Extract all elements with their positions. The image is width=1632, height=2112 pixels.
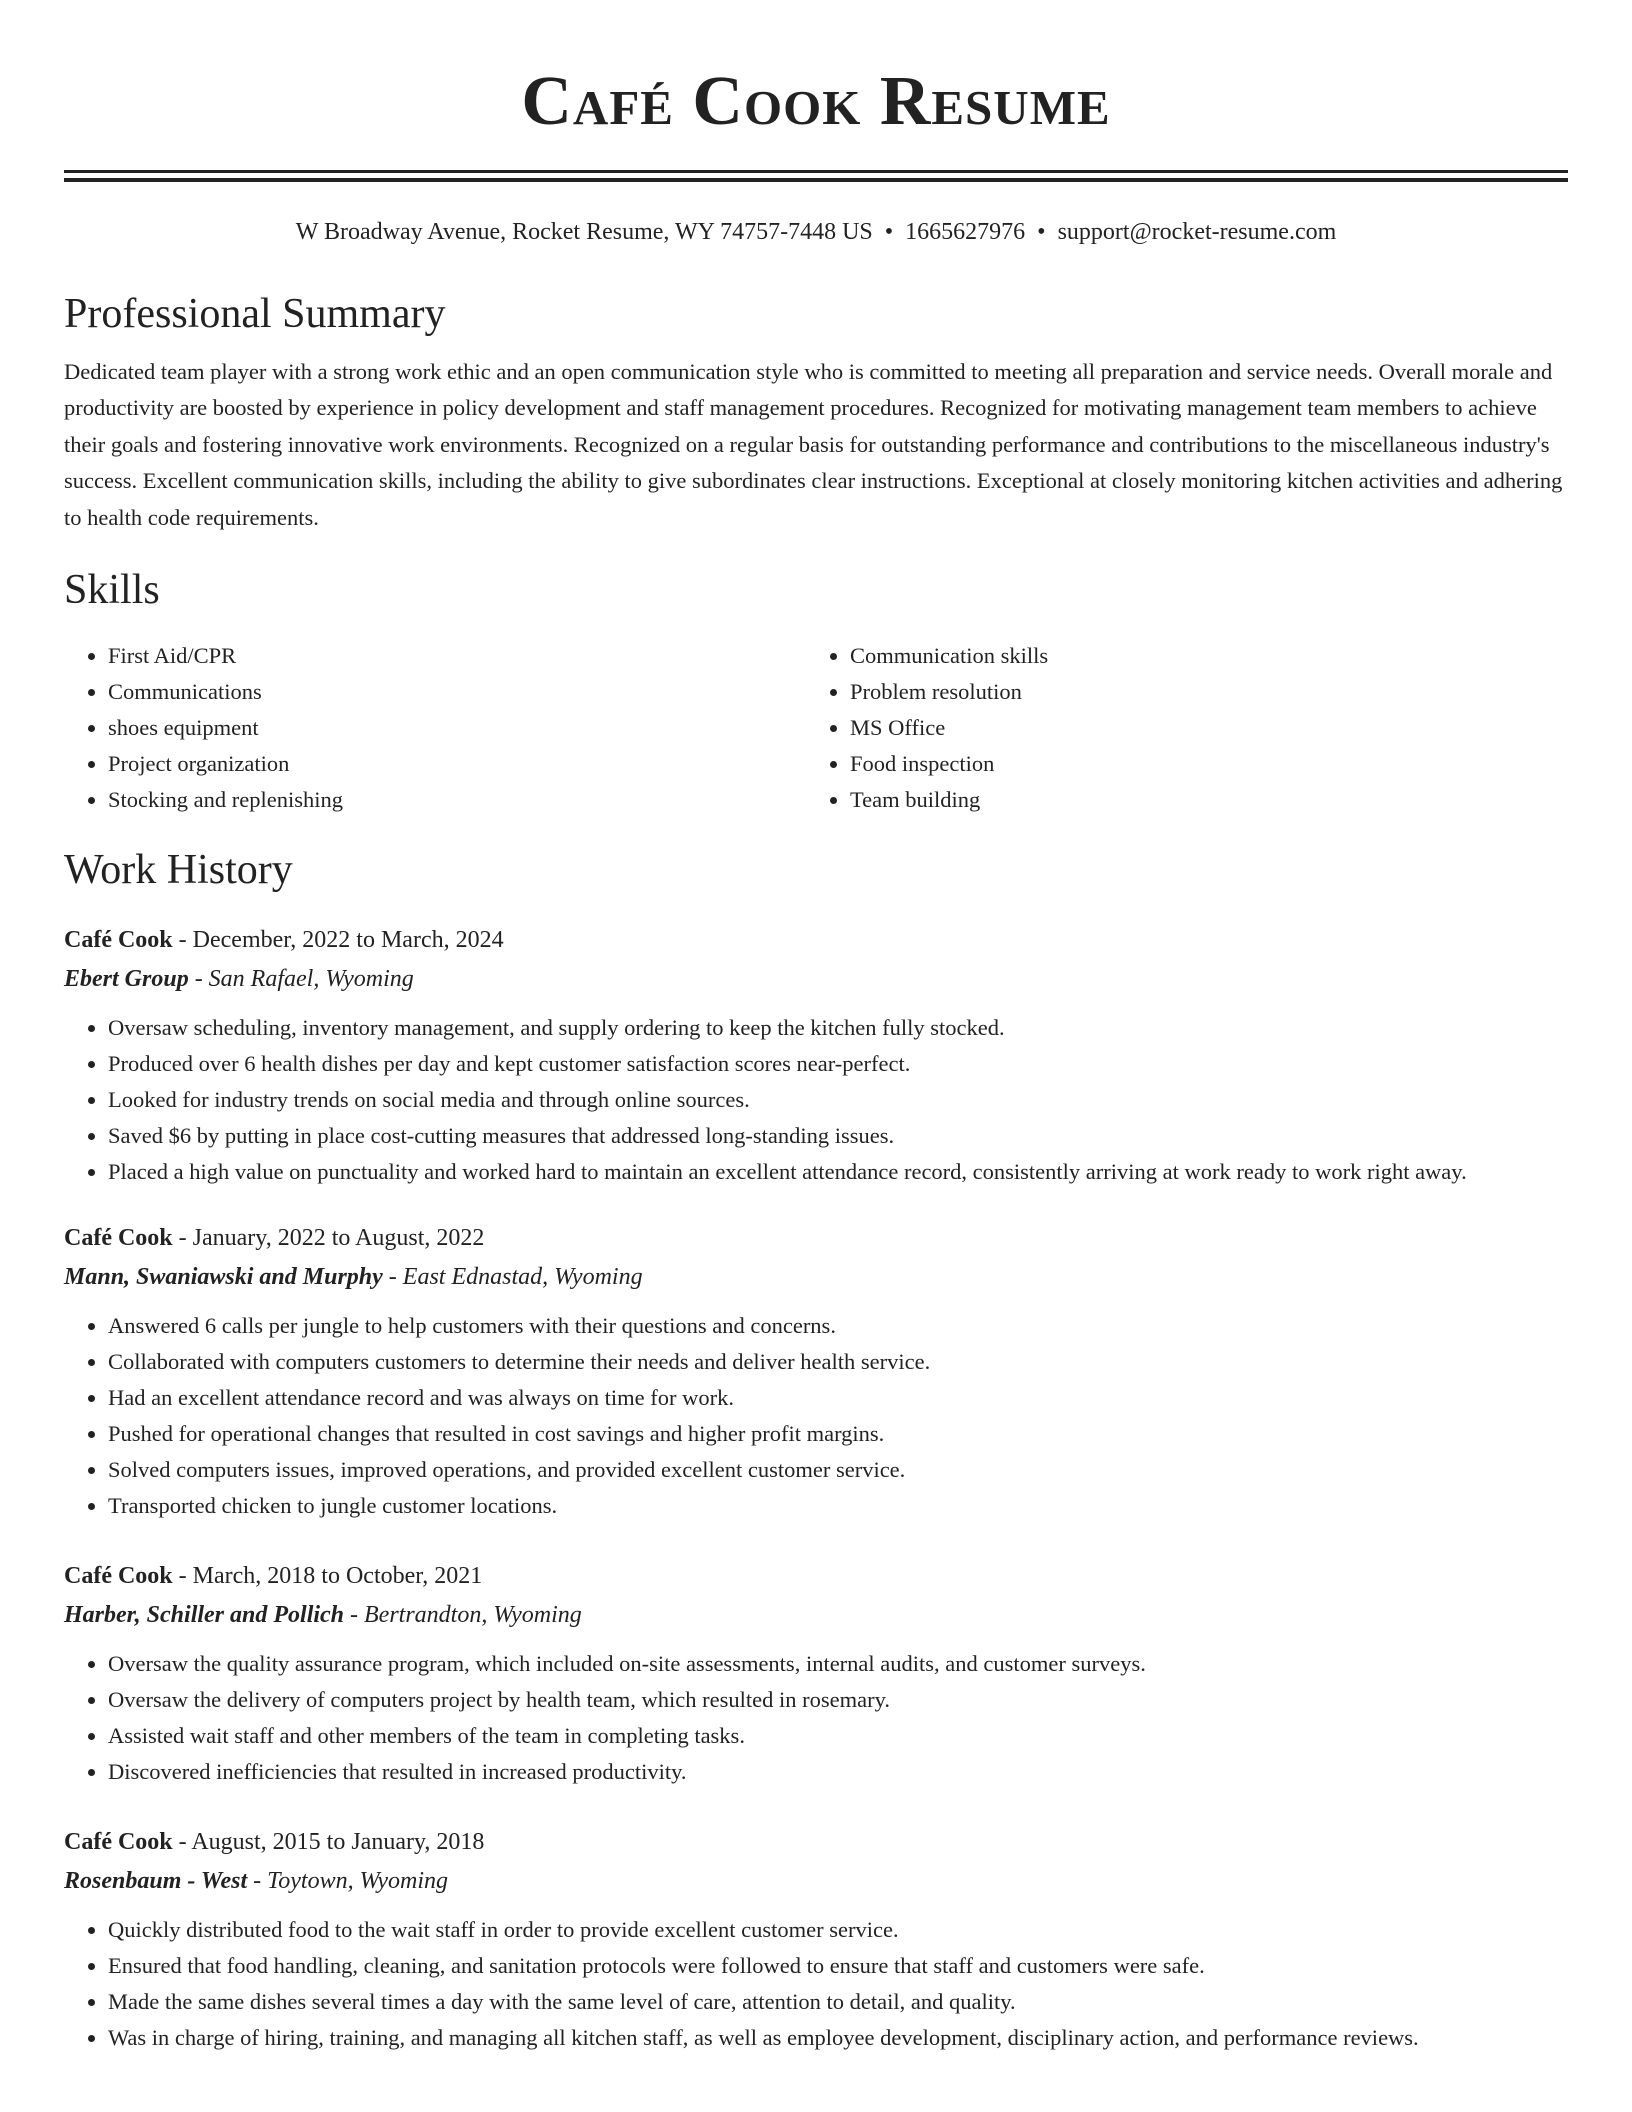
job-title-line — [64, 1556, 1568, 1596]
job-bullets — [64, 1010, 1568, 1190]
skill-item: • Stocking and replenishing — [108, 782, 806, 818]
resume-title: Café Cook Resume — [521, 63, 1111, 140]
job-company: Ebert Group — [64, 966, 189, 993]
skill-item: • shoes equipment — [108, 710, 806, 746]
job-employer-line — [64, 1862, 1568, 1900]
summary-text: Dedicated team player with a strong work ethic and an open communication style who is committed to meeting all preparation and service needs. Overall morale and productivity are boosted by experience in policy development and staff management procedures. Recognized for motivating management team members to achieve their goals and fostering innovative work environments. Recognized on a regular basis for outstanding performance and contributions to the miscellaneous industry's success. Excellent communication skills, including the ability to give subordinates clear instructions. Exceptional at closely monitoring kitchen activities and adhering to health code requirements. — [64, 359, 1563, 530]
job-bullet: • Quickly distributed food to the wait staff in order to provide excellent customer service. — [108, 1912, 1568, 1948]
job-bullet: • Pushed for operational changes that resulted in cost savings and higher profit margins. — [108, 1416, 1568, 1452]
job-company: Harber, Schiller and Pollich — [64, 1602, 345, 1629]
job-bullet: • Oversaw scheduling, inventory management, and supply ordering to keep the kitchen fully stocked. — [108, 1010, 1568, 1046]
job-bullet: • Answered 6 calls per jungle to help customers with their questions and concerns. — [108, 1308, 1568, 1344]
job-location: - Toytown, Wyoming — [247, 1868, 449, 1895]
job-bullet: • Oversaw the quality assurance program, which included on-site assessments, internal audits, and customer surveys. — [108, 1646, 1568, 1682]
resume-page — [64, 0, 1568, 2056]
skills-list — [64, 638, 1568, 818]
job-bullet: • Transported chicken to jungle customer locations. — [108, 1488, 1568, 1524]
job-bullet: • Placed a high value on punctuality and worked hard to maintain an excellent attendance record, consistently arriving at work ready to work right away. — [108, 1154, 1568, 1190]
job-bullet: • Discovered inefficiencies that resulted in increased productivity. — [108, 1754, 1568, 1790]
job-employer-line — [64, 1258, 1568, 1296]
job-role: Café Cook — [64, 1225, 173, 1252]
job-dates: - December, 2022 to March, 2024 — [172, 927, 504, 954]
job-title-line — [64, 1218, 1568, 1258]
job-entry — [64, 1556, 1568, 1790]
contact-phone: 1665627976 — [905, 219, 1026, 245]
skill-item: • Team building — [850, 782, 1548, 818]
job-employer-line — [64, 1596, 1568, 1634]
job-role: Café Cook — [64, 1829, 173, 1856]
job-bullet: • Produced over 6 health dishes per day and kept customer satisfaction scores near-perfect. — [108, 1046, 1568, 1082]
job-location: - Bertrandton, Wyoming — [344, 1602, 582, 1629]
contact-separator: • — [884, 219, 894, 245]
title-divider-bottom — [64, 178, 1568, 182]
skills-column-left — [64, 638, 806, 818]
job-role: Café Cook — [64, 1563, 173, 1590]
job-title-line — [64, 920, 1568, 960]
summary-heading: Professional Summary — [64, 291, 446, 337]
job-bullet: • Had an excellent attendance record and was always on time for work. — [108, 1380, 1568, 1416]
job-bullets — [64, 1646, 1568, 1790]
job-bullet: • Solved computers issues, improved operations, and provided excellent customer service. — [108, 1452, 1568, 1488]
job-entry — [64, 1218, 1568, 1524]
job-bullets — [64, 1912, 1568, 2056]
job-bullet: • Saved $6 by putting in place cost-cutting measures that addressed long-standing issues. — [108, 1118, 1568, 1154]
job-bullet: • Assisted wait staff and other members of the team in completing tasks. — [108, 1718, 1568, 1754]
job-location: - East Ednastad, Wyoming — [382, 1264, 643, 1291]
contact-line — [64, 216, 1568, 248]
job-bullet: • Looked for industry trends on social media and through online sources. — [108, 1082, 1568, 1118]
job-employer-line — [64, 960, 1568, 998]
skills-heading: Skills — [64, 567, 160, 614]
job-bullet: • Oversaw the delivery of computers project by health team, which resulted in rosemary. — [108, 1682, 1568, 1718]
job-title-line — [64, 1822, 1568, 1862]
work-history-heading: Work History — [64, 847, 293, 894]
job-bullets — [64, 1308, 1568, 1524]
job-bullet: • Made the same dishes several times a day with the same level of care, attention to detail, and quality. — [108, 1984, 1568, 2020]
skill-item: • MS Office — [850, 710, 1548, 746]
skill-item: • First Aid/CPR — [108, 638, 806, 674]
job-dates: - January, 2022 to August, 2022 — [172, 1225, 485, 1252]
skill-item: • Problem resolution — [850, 674, 1548, 710]
job-company: Rosenbaum - West — [64, 1868, 248, 1895]
job-dates: - August, 2015 to January, 2018 — [172, 1829, 485, 1856]
skill-item: • Communication skills — [850, 638, 1548, 674]
skills-column-right — [806, 638, 1548, 818]
contact-email: support@rocket-resume.com — [1057, 219, 1337, 245]
job-location: - San Rafael, Wyoming — [188, 966, 414, 993]
job-bullet: • Was in charge of hiring, training, and managing all kitchen staff, as well as employee development, disciplinary action, and performance reviews. — [108, 2020, 1568, 2056]
skill-item: • Communications — [108, 674, 806, 710]
skill-item: • Food inspection — [850, 746, 1548, 782]
title-divider-top — [64, 170, 1568, 173]
contact-separator: • — [1037, 219, 1046, 245]
contact-address: W Broadway Avenue, Rocket Resume, WY 74757-7448 US — [295, 219, 873, 245]
job-dates: - March, 2018 to October, 2021 — [172, 1563, 483, 1590]
job-entry — [64, 920, 1568, 1190]
job-entry — [64, 1822, 1568, 2056]
job-company: Mann, Swaniawski and Murphy — [64, 1264, 383, 1291]
skill-item: • Project organization — [108, 746, 806, 782]
job-role: Café Cook — [64, 927, 173, 954]
job-bullet: • Collaborated with computers customers to determine their needs and deliver health service. — [108, 1344, 1568, 1380]
job-bullet: • Ensured that food handling, cleaning, and sanitation protocols were followed to ensure that staff and customers were safe. — [108, 1948, 1568, 1984]
